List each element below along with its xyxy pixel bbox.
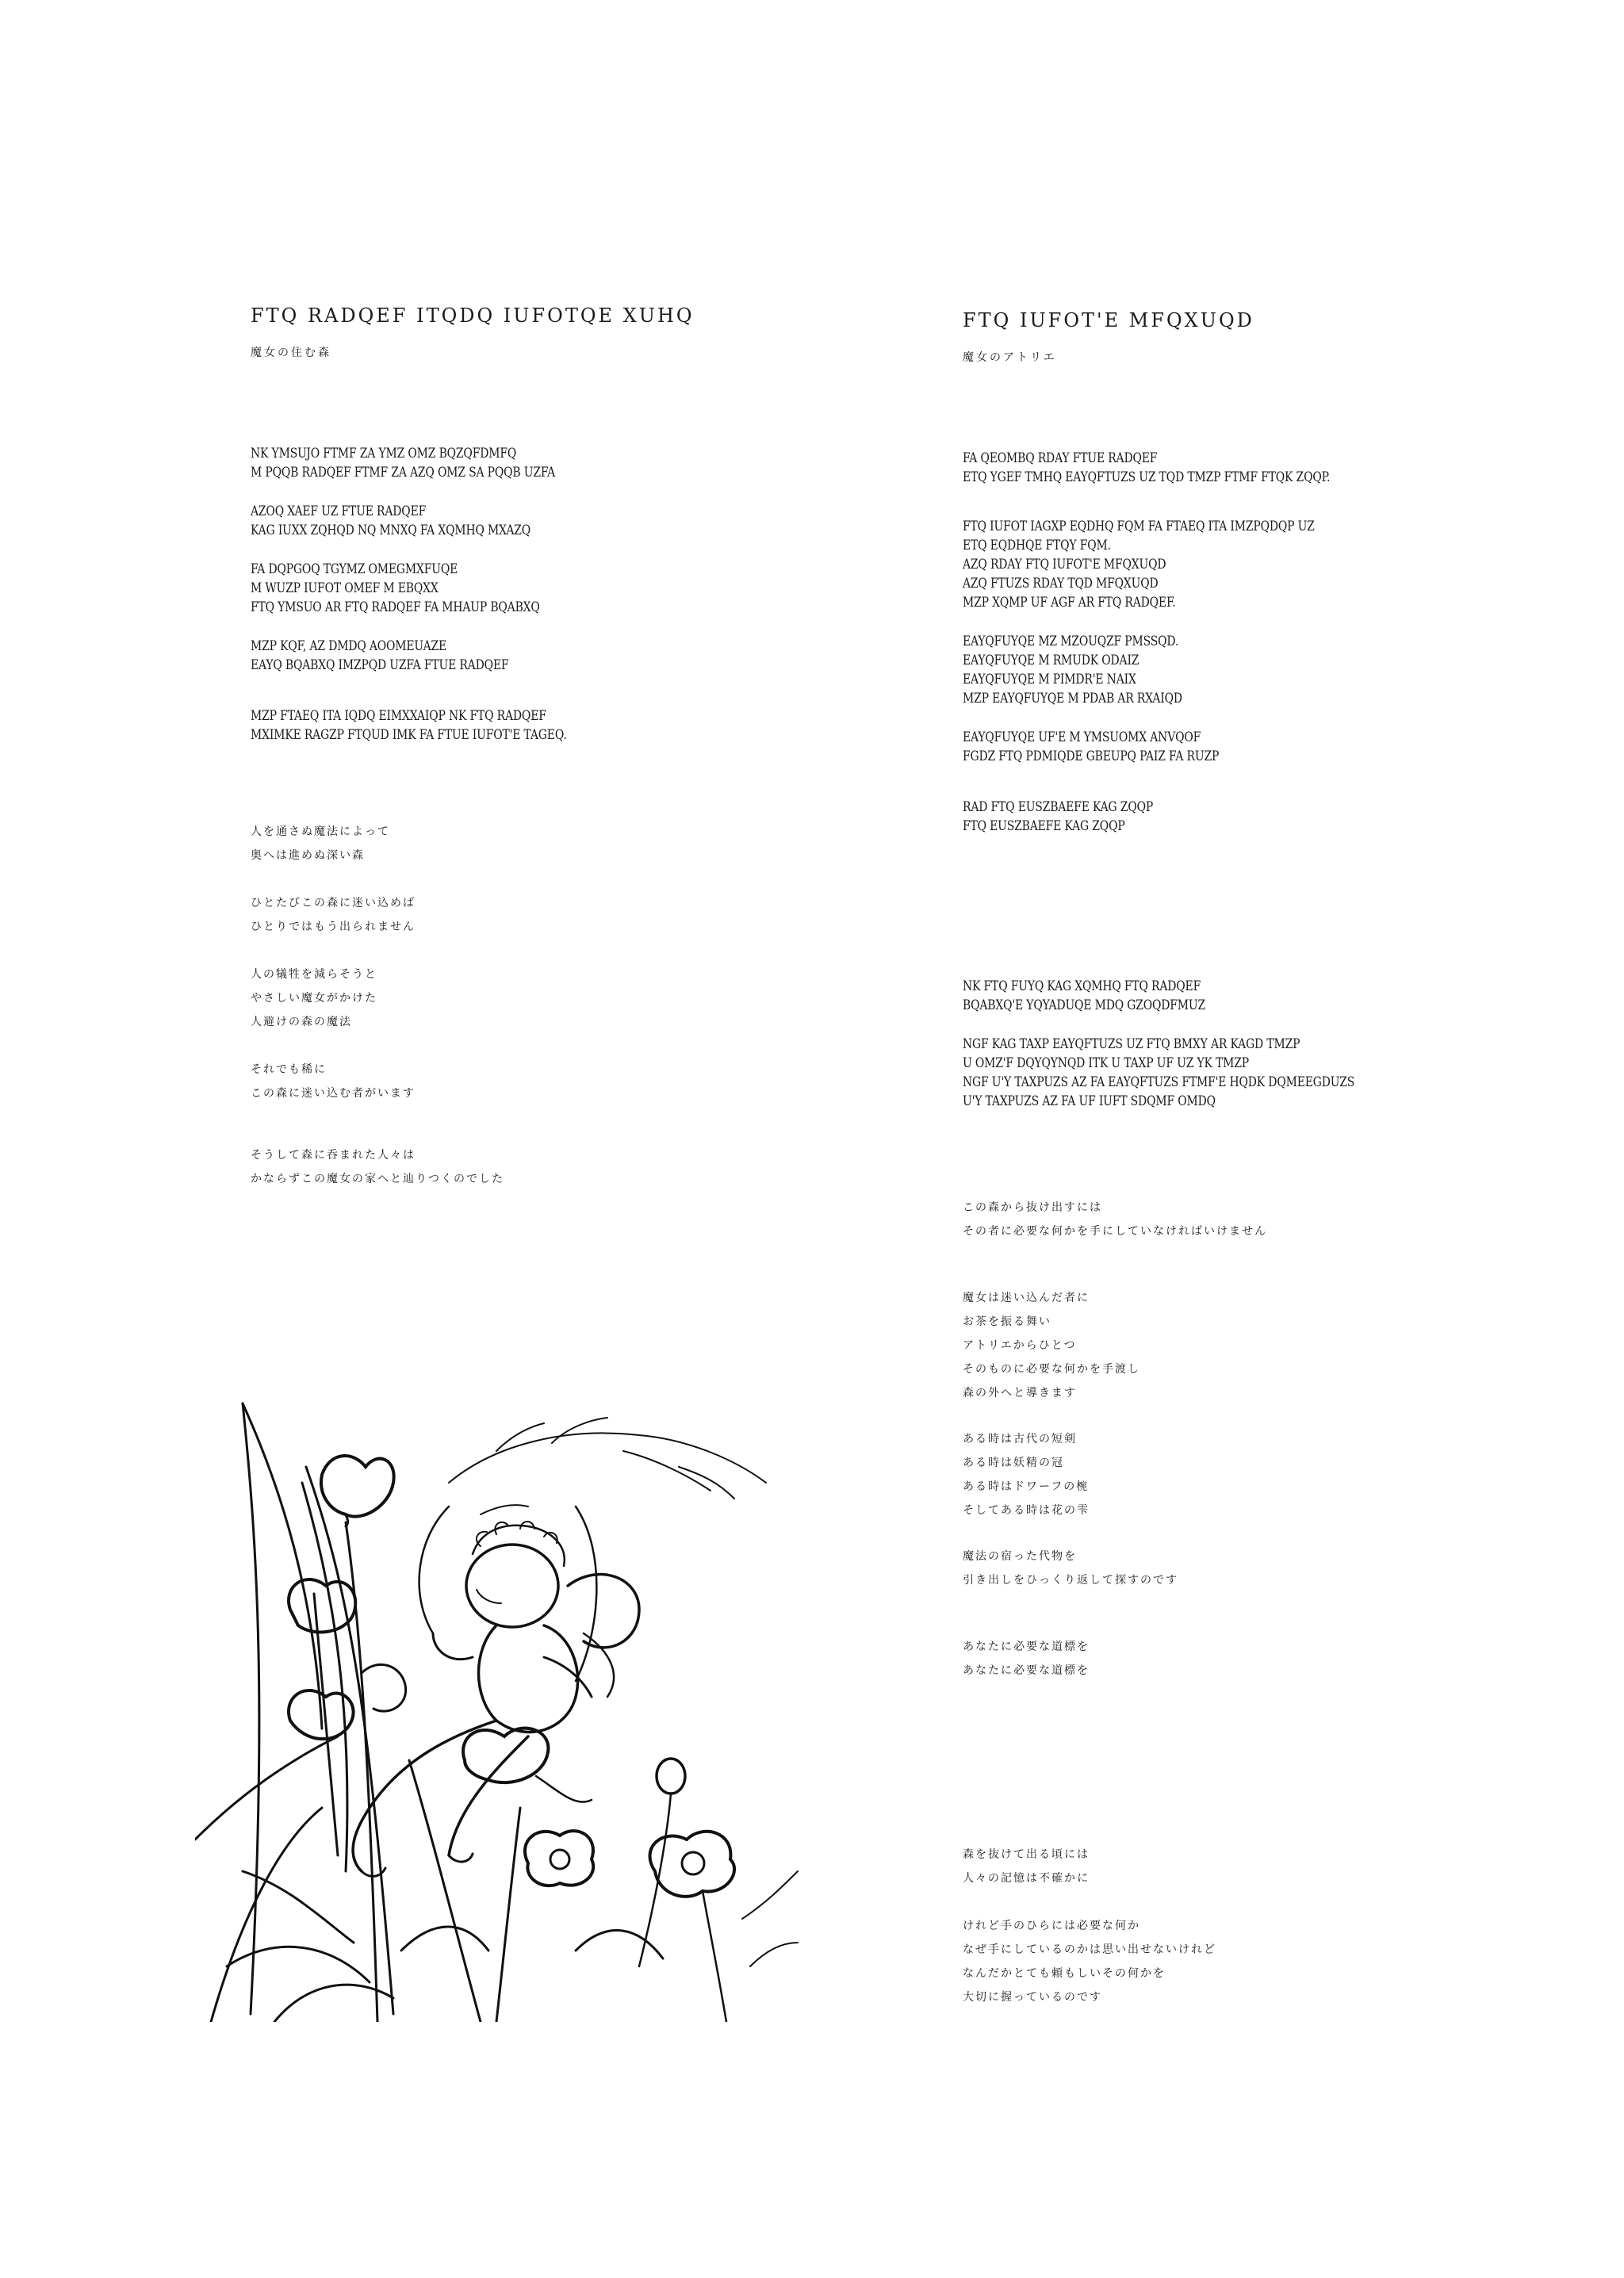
en-line: AZQ RDAY FTQ IUFOT'E MFQXUQD <box>963 557 1166 572</box>
en-line: MZP FTAEQ ITA IQDQ EIMXXAIQP NK FTQ RADQEF <box>251 708 546 724</box>
right-subtitle: 魔女のアトリエ <box>963 351 1057 364</box>
jp-line: そのものに必要な何かを手渡し <box>963 1363 1140 1376</box>
en-line: FGDZ FTQ PDMIQDE GBEUPQ PAIZ FA RUZP <box>963 748 1220 764</box>
jp-line: 人の犠牲を減らそうと <box>251 968 377 981</box>
left-subtitle: 魔女の住む森 <box>251 346 331 359</box>
jp-line: その者に必要な何かを手にしていなければいけません <box>963 1225 1267 1238</box>
en-line: EAYQFUYQE M RMUDK ODAIZ <box>963 653 1139 668</box>
jp-line: お茶を振る舞い <box>963 1315 1051 1328</box>
right-jp-text-b <box>963 1843 1216 2009</box>
right-en-text-b <box>963 977 1354 1111</box>
en-line: NK FTQ FUYQ KAG XQMHQ FTQ RADQEF <box>963 978 1201 994</box>
en-line: AZQ FTUZS RDAY TQD MFQXUQD <box>963 576 1159 592</box>
jp-line: ある時は妖精の冠 <box>963 1457 1064 1469</box>
jp-line: この森から抜け出すには <box>963 1201 1102 1214</box>
jp-line: あなたに必要な道標を <box>963 1664 1090 1677</box>
jp-line: 森の外へと導きます <box>963 1387 1077 1399</box>
right-jp-text-a <box>963 1196 1267 1683</box>
en-line: FTQ EUSZBAEFE KAG ZQQP <box>963 818 1125 834</box>
jp-line: 人々の記憶は不確かに <box>963 1872 1090 1885</box>
en-line: MZP KQF, AZ DMDQ AOOMEUAZE <box>251 638 447 654</box>
en-line: BQABXQ'E YQYADUQE MDQ GZOQDFMUZ <box>963 997 1206 1013</box>
en-line: FA QEOMBQ RDAY FTUE RADQEF <box>963 450 1158 466</box>
jp-line: アトリエからひとつ <box>963 1339 1077 1352</box>
left-en-text <box>251 444 567 745</box>
en-line: EAYQFUYQE M PIMDR'E NAIX <box>963 672 1136 687</box>
jp-line: 森を抜けて出る頃には <box>963 1848 1090 1861</box>
en-line: EAYQFUYQE MZ MZOUQZF PMSSQD. <box>963 634 1179 649</box>
jp-line: ひとたびこの森に迷い込めば <box>251 897 416 909</box>
en-line: EAYQFUYQE UF'E M YMSUOMX ANVQOF <box>963 729 1201 745</box>
jp-line: 魔女は迷い込んだ者に <box>963 1292 1090 1304</box>
jp-line: 人を通さぬ魔法によって <box>251 825 390 838</box>
jp-line: この森に迷い込む者がいます <box>251 1087 416 1100</box>
jp-line: そしてある時は花の雫 <box>963 1504 1090 1517</box>
en-line: FTQ YMSUO AR FTQ RADQEF FA MHAUP BQABXQ <box>251 599 540 615</box>
jp-line: 引き出しをひっくり返して探すのです <box>963 1574 1178 1587</box>
en-line: RAD FTQ EUSZBAEFE KAG ZQQP <box>963 799 1154 815</box>
jp-line: ある時は古代の短剣 <box>963 1433 1077 1445</box>
en-line: AZOQ XAEF UZ FTUE RADQEF <box>251 503 427 519</box>
right-title: FTQ IUFOT'E MFQXUQD <box>963 309 1254 331</box>
jp-line: けれど手のひらには必要な何か <box>963 1920 1140 1932</box>
jp-line: なぜ手にしているのかは思い出せないけれど <box>963 1943 1216 1956</box>
left-column <box>251 304 853 1185</box>
right-column <box>963 309 1581 2004</box>
en-line: KAG IUXX ZQHQD NQ MNXQ FA XQMHQ MXAZQ <box>251 523 531 538</box>
jp-line: 魔法の宿った代物を <box>963 1550 1077 1563</box>
jp-line: ひとりではもう出られません <box>251 921 416 933</box>
jp-line: 人避けの森の魔法 <box>251 1016 352 1028</box>
en-line: U'Y TAXPUZS AZ FA UF IUFT SDQMF OMDQ <box>963 1093 1216 1109</box>
jp-line: ある時はドワーフの椀 <box>963 1480 1090 1493</box>
en-line: FTQ IUFOT IAGXP EQDHQ FQM FA FTAEQ ITA IMZPQDQP UZ <box>963 519 1315 534</box>
en-line: M WUZP IUFOT OMEF M EBQXX <box>251 580 439 596</box>
en-line: NGF KAG TAXP EAYQFTUZS UZ FTQ BMXY AR KAGD TMZP <box>963 1036 1300 1052</box>
en-line: EAYQ BQABXQ IMZPQD UZFA FTUE RADQEF <box>251 657 509 673</box>
left-title: FTQ RADQEF ITQDQ IUFOTQE XUHQ <box>251 304 695 327</box>
jp-line: やさしい魔女がかけた <box>251 992 377 1005</box>
left-jp-text <box>251 820 504 1191</box>
right-en-text-a <box>963 449 1330 836</box>
jp-line: かならずこの魔女の家へと辿りつくのでした <box>251 1173 504 1185</box>
en-line: U OMZ'F DQYQYNQD ITK U TAXP UF UZ YK TMZP <box>963 1055 1250 1071</box>
en-line: ETQ EQDHQE FTQY FQM. <box>963 538 1111 553</box>
en-line: FA DQPGOQ TGYMZ OMEGMXFUQE <box>251 561 458 577</box>
cherub-flower-illustration <box>195 1396 806 2022</box>
jp-line: それでも稀に <box>251 1063 327 1076</box>
jp-line: あなたに必要な道標を <box>963 1641 1090 1653</box>
en-line: M PQQB RADQEF FTMF ZA AZQ OMZ SA PQQB UZFA <box>251 465 556 480</box>
jp-line: 奥へは進めぬ深い森 <box>251 849 365 862</box>
en-line: NK YMSUJO FTMF ZA YMZ OMZ BQZQFDMFQ <box>251 446 517 461</box>
en-line: ETQ YGEF TMHQ EAYQFTUZS UZ TQD TMZP FTMF FTQK ZQQP. <box>963 469 1331 485</box>
en-line: MZP XQMP UF AGF AR FTQ RADQEF. <box>963 595 1176 611</box>
en-line: MZP EAYQFUYQE M PDAB AR RXAIQD <box>963 691 1182 706</box>
jp-line: 大切に握っているのです <box>963 1991 1102 2004</box>
jp-line: なんだかとても頼もしいその何かを <box>963 1967 1166 1980</box>
jp-line: そうして森に呑まれた人々は <box>251 1149 416 1162</box>
en-line: NGF U'Y TAXPUZS AZ FA EAYQFTUZS FTMF'E HQDK DQMEEGDUZS <box>963 1074 1355 1090</box>
en-line: MXIMKE RAGZP FTQUD IMK FA FTUE IUFOT'E TAGEQ. <box>251 727 567 743</box>
